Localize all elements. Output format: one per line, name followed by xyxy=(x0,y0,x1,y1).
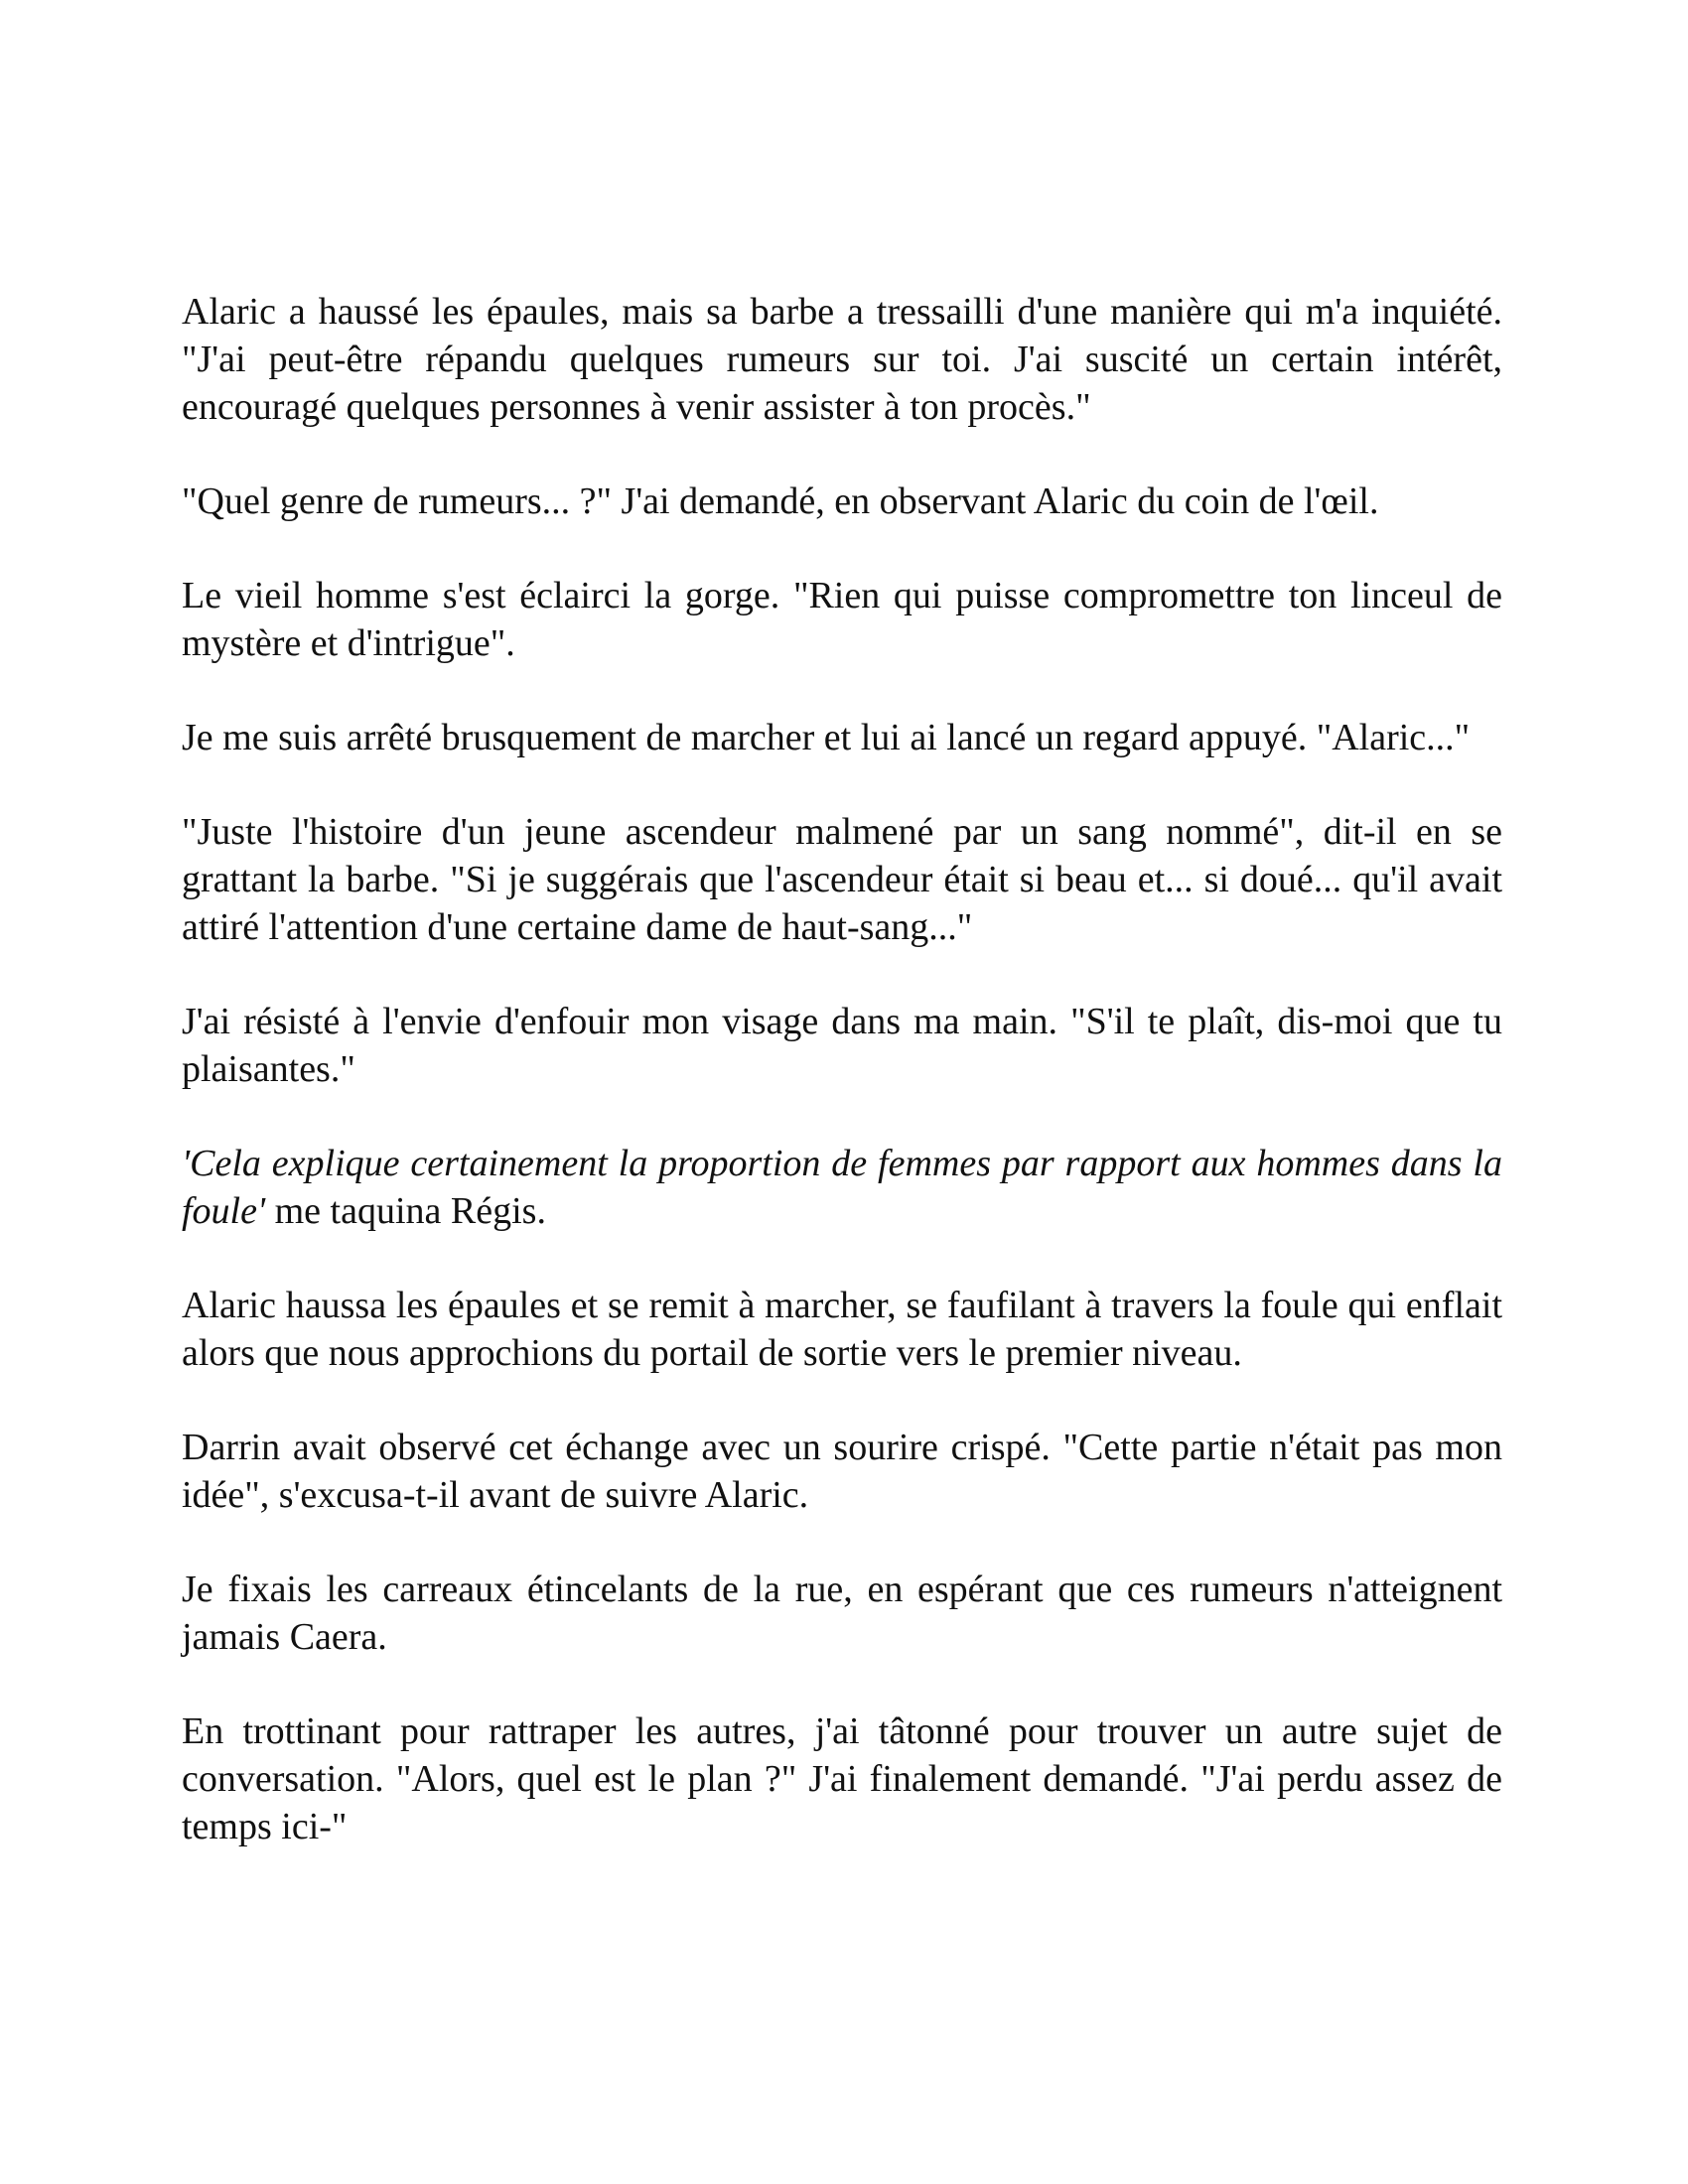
paragraph-2: "Quel genre de rumeurs... ?" J'ai demandé, en observant Alaric du coin de l'œil. xyxy=(182,480,1379,522)
paragraph-5: "Juste l'histoire d'un jeune ascendeur malmené par un sang nommé", dit-il en se grattant la barbe. "Si je suggérais que l'ascendeur était si beau et... si doué... qu'il avait attiré l'attention d'une certaine dame de haut-sang..." xyxy=(182,811,1502,948)
paragraph-3: Le vieil homme s'est éclairci la gorge. "Rien qui puisse compromettre ton linceul de mystère et d'intrigue". xyxy=(182,575,1502,664)
paragraph-8: Alaric haussa les épaules et se remit à marcher, se faufilant à travers la foule qui enflait alors que nous approchions du portail de sortie vers le premier niveau. xyxy=(182,1285,1502,1374)
paragraph-7 xyxy=(182,1140,1502,1235)
inner-thought: 'Cela explique certainement la proportion de femmes par rapport aux hommes dans la foule' xyxy=(182,1143,1502,1232)
paragraph-4: Je me suis arrêté brusquement de marcher et lui ai lancé un regard appuyé. "Alaric..." xyxy=(182,717,1471,758)
paragraph-7-rest: me taquina Régis. xyxy=(265,1190,546,1232)
document-body xyxy=(182,288,1502,1850)
paragraph-9: Darrin avait observé cet échange avec un sourire crispé. "Cette partie n'était pas mon idée", s'excusa-t-il avant de suivre Alaric. xyxy=(182,1427,1502,1516)
paragraph-10: Je fixais les carreaux étincelants de la rue, en espérant que ces rumeurs n'atteignent jamais Caera. xyxy=(182,1569,1502,1658)
paragraph-6: J'ai résisté à l'envie d'enfouir mon visage dans ma main. "S'il te plaît, dis-moi que tu plaisantes." xyxy=(182,1001,1502,1090)
paragraph-11: En trottinant pour rattraper les autres, j'ai tâtonné pour trouver un autre sujet de conversation. "Alors, quel est le plan ?" J'ai finalement demandé. "J'ai perdu assez de temps ici-" xyxy=(182,1710,1502,1847)
paragraph-1: Alaric a haussé les épaules, mais sa barbe a tressailli d'une manière qui m'a inquiété. "J'ai peut-être répandu quelques rumeurs sur toi. J'ai suscité un certain intérêt, encouragé quelques personnes à venir assister à ton procès." xyxy=(182,291,1502,428)
